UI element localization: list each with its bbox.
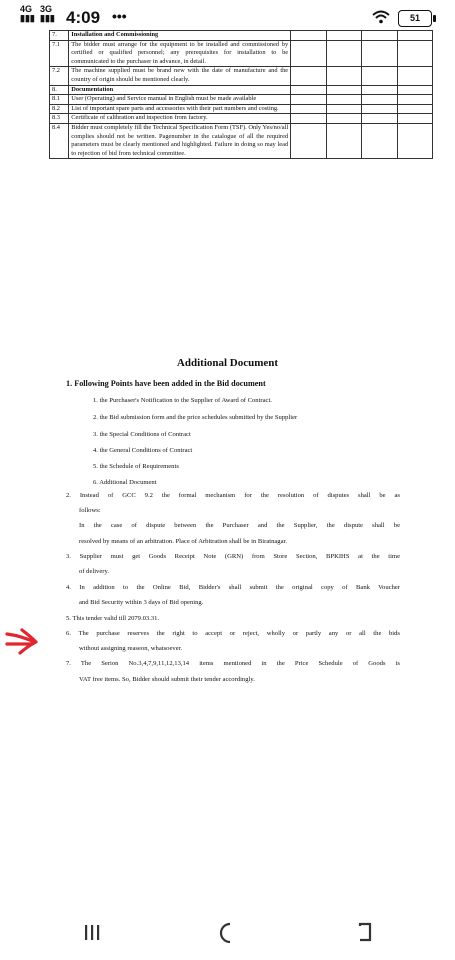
spec-row-empty-cell <box>397 31 433 41</box>
sub-item-5: 5. the Schedule of Requirements <box>93 463 179 470</box>
spec-row-number: 8.1 <box>50 95 69 105</box>
spec-row-empty-cell <box>362 40 397 67</box>
spec-row-text: Installation and Commissioning <box>69 31 291 41</box>
spec-row-empty-cell <box>291 31 326 41</box>
wifi-icon <box>372 10 390 24</box>
spec-row-number: 8.3 <box>50 114 69 124</box>
spec-row-empty-cell <box>362 123 397 158</box>
spec-row-number: 7. <box>50 31 69 41</box>
spec-row-empty-cell <box>397 114 433 124</box>
sub-item-6: 6. Additional Document <box>93 479 157 486</box>
point-2-line-4: resolved by means of an arbitration. Place of Arbitration shall be in Biratnagar. <box>79 538 288 545</box>
spec-row-empty-cell <box>326 114 361 124</box>
spec-row-empty-cell <box>326 67 361 85</box>
point-6-line-2: without assigning reaseon, whatsoever. <box>79 645 183 652</box>
spec-row <box>50 123 433 158</box>
sub-item-3: 3. the Special Conditions of Contract <box>93 431 191 438</box>
spec-row <box>50 104 433 114</box>
point-3-line-2: of delivery. <box>79 568 109 575</box>
point-3-line-1: 3. Supplier must get Goods Receipt Note (GRN) from Store Section, BPKIHS at the time <box>66 553 400 560</box>
spec-row <box>50 114 433 124</box>
spec-row-number: 8.4 <box>50 123 69 158</box>
spec-row-text: Bidder must completely fill the Technical Specification Form (TSF). Only Yes/no/all complies should not be written. Pagenumber in the catalogue of all the required parameters must be clearly mentioned and highlighted. Failure in doing so may lead to rejection of bid from technical committee. <box>69 123 291 158</box>
point-7-line-1: 7. The Serion No.3,4,7,9,11,12,13,14 items mentioned in the Price Schedule of Goods is <box>66 660 400 667</box>
spec-row-number: 8. <box>50 85 69 95</box>
red-arrow-annotation <box>4 626 44 656</box>
spec-row-empty-cell <box>291 114 326 124</box>
network-4g-icon: 4G ▮▮▮ <box>20 4 35 23</box>
spec-row-text: The machine supplied must be brand new with the date of manufacture and the country of origin should be mentioned clearly. <box>69 67 291 85</box>
spec-row-empty-cell <box>362 31 397 41</box>
point-7-line-2: VAT free items. So, Bidder should submit their tender accordingly. <box>79 676 255 683</box>
spec-row-empty-cell <box>291 104 326 114</box>
navigation-bar <box>0 910 455 960</box>
point-5: 5. This tender valid till 2079.03.31. <box>66 615 160 622</box>
spec-row-text: Certificate of calibration and inspection from factory. <box>69 114 291 124</box>
spec-row-empty-cell <box>291 95 326 105</box>
spec-row-empty-cell <box>326 104 361 114</box>
spec-row <box>50 31 433 41</box>
spec-row-empty-cell <box>397 123 433 158</box>
specification-table <box>49 30 433 159</box>
more-notifications-icon: ••• <box>112 8 127 24</box>
spec-row-empty-cell <box>326 95 361 105</box>
point-4-line-2: and Bid Security within 3 days of Bid opening. <box>79 599 204 606</box>
battery-icon <box>398 10 432 27</box>
spec-row-empty-cell <box>326 123 361 158</box>
spec-row-empty-cell <box>326 40 361 67</box>
spec-row-text: The bidder must arrange for the equipment to be installed and commissioned by certified or qualified personnel; any prerequisites for installation to be communicated to the purchaser in advance, in detail. <box>69 40 291 67</box>
back-icon[interactable] <box>355 922 375 942</box>
section-title: Additional Document <box>176 357 279 369</box>
clock: 4:09 <box>66 8 101 27</box>
home-icon[interactable] <box>216 922 236 944</box>
spec-row-empty-cell <box>397 95 433 105</box>
point-2-line-2: follows: <box>79 507 101 514</box>
point-2-line-1: 2. Instead of GCC 9.2 the formal mechanism for the resolution of disputes shall be as <box>66 492 400 499</box>
spec-row-empty-cell <box>291 67 326 85</box>
spec-row-empty-cell <box>326 31 361 41</box>
spec-row <box>50 67 433 85</box>
sub-item-2: 2. the Bid submission form and the price schedules submitted by the Supplier <box>93 414 298 421</box>
point-6-line-1: 6. The purchase reserves the right to accept or reject, wholly or partly any or all the bids <box>66 630 400 637</box>
point-1: 1. Following Points have been added in the Bid document <box>66 379 266 388</box>
spec-row-text: Documentation <box>69 85 291 95</box>
network-3g-icon: 3G ▮▮▮ <box>40 4 55 23</box>
spec-row-empty-cell <box>362 85 397 95</box>
point-2-line-3: In the case of dispute between the Purchaser and the Supplier, the dispute shall be <box>79 522 400 529</box>
recent-apps-icon[interactable] <box>82 922 102 942</box>
spec-row-empty-cell <box>397 67 433 85</box>
spec-row-number: 7.1 <box>50 40 69 67</box>
spec-row-number: 7.2 <box>50 67 69 85</box>
spec-row-empty-cell <box>397 85 433 95</box>
spec-row <box>50 95 433 105</box>
battery-level: 51 <box>409 13 420 23</box>
spec-row <box>50 85 433 95</box>
spec-row-text: User (Operating) and Service manual in English must be made available <box>69 95 291 105</box>
spec-row-empty-cell <box>291 123 326 158</box>
spec-row-text: List of important spare parts and accessories with their part numbers and costing. <box>69 104 291 114</box>
spec-row-empty-cell <box>362 114 397 124</box>
spec-row-empty-cell <box>291 40 326 67</box>
point-4-line-1: 4. In addition to the Online Bid, Bidder's shall submit the original copy of Bank Voucher <box>66 584 400 591</box>
spec-row-empty-cell <box>362 95 397 105</box>
sub-item-1: 1. the Purchaser's Notification to the Supplier of Award of Contract. <box>93 397 272 404</box>
spec-row-number: 8.2 <box>50 104 69 114</box>
spec-row <box>50 40 433 67</box>
spec-row-empty-cell <box>291 85 326 95</box>
spec-row-empty-cell <box>397 40 433 67</box>
spec-row-empty-cell <box>326 85 361 95</box>
spec-row-empty-cell <box>362 104 397 114</box>
spec-row-empty-cell <box>397 104 433 114</box>
spec-row-empty-cell <box>362 67 397 85</box>
sub-item-4: 4. the General Conditions of Contract <box>93 447 193 454</box>
